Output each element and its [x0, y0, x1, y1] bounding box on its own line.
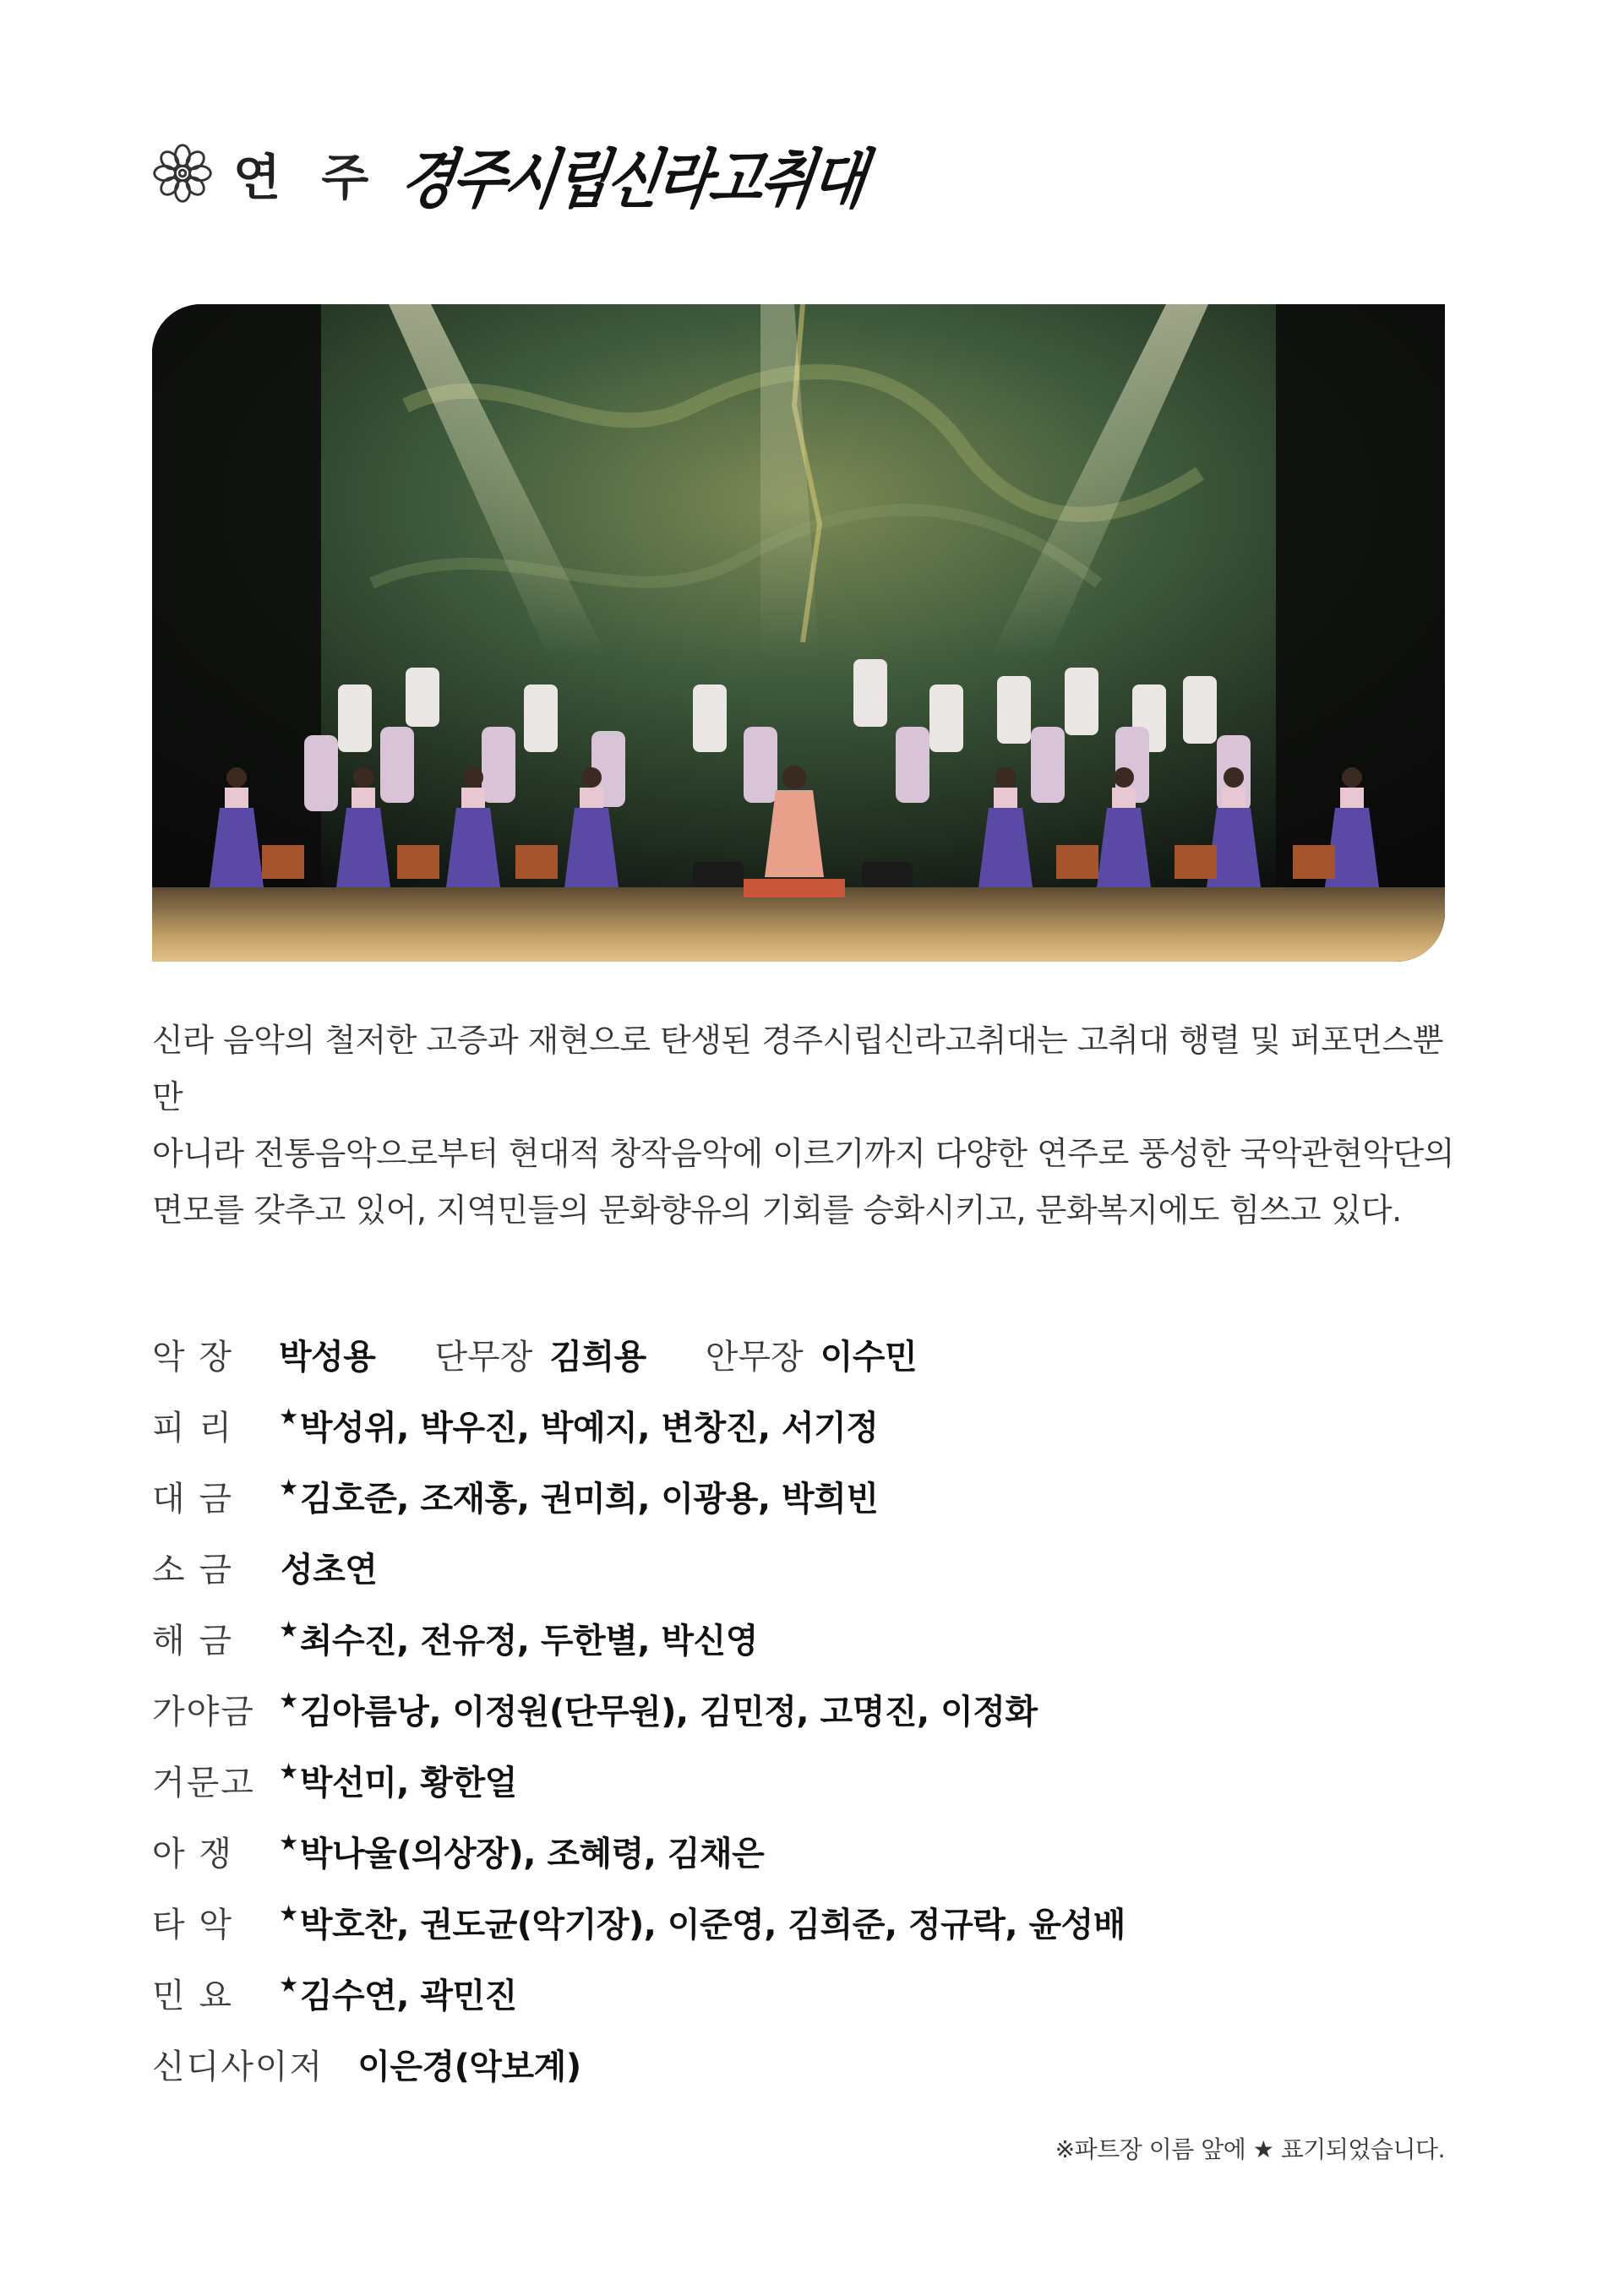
leader-star-icon: ★	[279, 1759, 298, 1785]
flower-emblem-icon	[150, 141, 215, 205]
manager-role-label: 안무장	[705, 1337, 804, 1377]
part-row-synthesizer	[152, 2028, 1453, 2099]
ensemble-calligraphy-logo: 경주시립신라고취대	[396, 140, 869, 217]
part-row-gayageum	[152, 1673, 1453, 1744]
part-row-haegeum	[152, 1602, 1453, 1673]
leader-star-icon: ★	[279, 1688, 298, 1714]
part-members: 김아름낭, 이정원(단무원), 김민정, 고명진, 이정화	[299, 1692, 1038, 1732]
director-name: 김희용	[549, 1337, 646, 1377]
part-label: 소 금	[152, 1550, 233, 1590]
part-members: 김수연, 곽민진	[299, 1976, 517, 2015]
part-label: 신디사이저	[152, 2047, 324, 2086]
part-members: 성초연	[281, 1550, 378, 1590]
leader-star-icon: ★	[279, 1972, 298, 1998]
part-members: 박선미, 황한얼	[299, 1763, 517, 1802]
part-label: 민 요	[152, 1976, 233, 2015]
intro-line: 신라 음악의 철저한 고증과 재현으로 탄생된 경주시립신라고취대는 고취대 행렬 및 퍼포먼스뿐만	[152, 1022, 1443, 1115]
part-members: 박성위, 박우진, 박예지, 변창진, 서기정	[299, 1408, 879, 1448]
part-label: 타 악	[152, 1905, 233, 1944]
ensemble-stage-photo	[152, 304, 1445, 962]
conductor-name: 박성용	[279, 1337, 376, 1377]
part-label: 아 쟁	[152, 1834, 233, 1873]
leader-star-icon: ★	[279, 1475, 298, 1501]
part-label: 해 금	[152, 1621, 233, 1661]
part-row-sogeum	[152, 1531, 1453, 1602]
part-label: 가야금	[152, 1692, 255, 1732]
part-row-ajaeng	[152, 1815, 1453, 1886]
leader-star-icon: ★	[279, 1901, 298, 1927]
director-role-label: 단무장	[434, 1337, 533, 1377]
page-header	[150, 135, 869, 217]
part-members: 박나울(의상장), 조혜령, 김채은	[299, 1834, 765, 1873]
part-members: 이은경(악보계)	[357, 2047, 581, 2086]
manager-name: 이수민	[820, 1337, 918, 1377]
part-row-geomungo	[152, 1744, 1453, 1815]
leader-star-icon: ★	[279, 1404, 298, 1430]
leader-star-icon: ★	[279, 1617, 298, 1643]
part-label: 거문고	[152, 1763, 255, 1802]
part-row-minyo	[152, 1957, 1453, 2028]
part-row-percussion	[152, 1886, 1453, 1957]
part-label: 대 금	[152, 1479, 233, 1519]
leader-star-footnote: ※파트장 이름 앞에 ★ 표기되었습니다.	[1055, 2135, 1445, 2163]
performer-label: 연 주	[233, 149, 381, 206]
part-members: 최수진, 전유정, 두한별, 박신영	[299, 1621, 758, 1661]
leaders-row	[152, 1318, 1453, 1389]
part-row-piri	[152, 1389, 1453, 1460]
ensemble-introduction	[152, 1012, 1470, 1239]
part-members: 박호찬, 권도균(악기장), 이준영, 김희준, 정규락, 윤성배	[299, 1905, 1126, 1944]
part-members: 김호준, 조재홍, 권미희, 이광용, 박희빈	[299, 1479, 879, 1519]
part-row-daegeum	[152, 1460, 1453, 1531]
intro-line: 아니라 전통음악으로부터 현대적 창작음악에 이르기까지 다양한 연주로 풍성한 국악관현악단의	[152, 1135, 1454, 1172]
member-roster	[152, 1318, 1453, 2099]
leader-star-icon: ★	[279, 1830, 298, 1856]
conductor-role-label: 악 장	[152, 1337, 233, 1377]
intro-line: 면모를 갖추고 있어, 지역민들의 문화향유의 기회를 승화시키고, 문화복지에도 힘쓰고 있다.	[152, 1192, 1402, 1229]
part-label: 피 리	[152, 1408, 233, 1448]
